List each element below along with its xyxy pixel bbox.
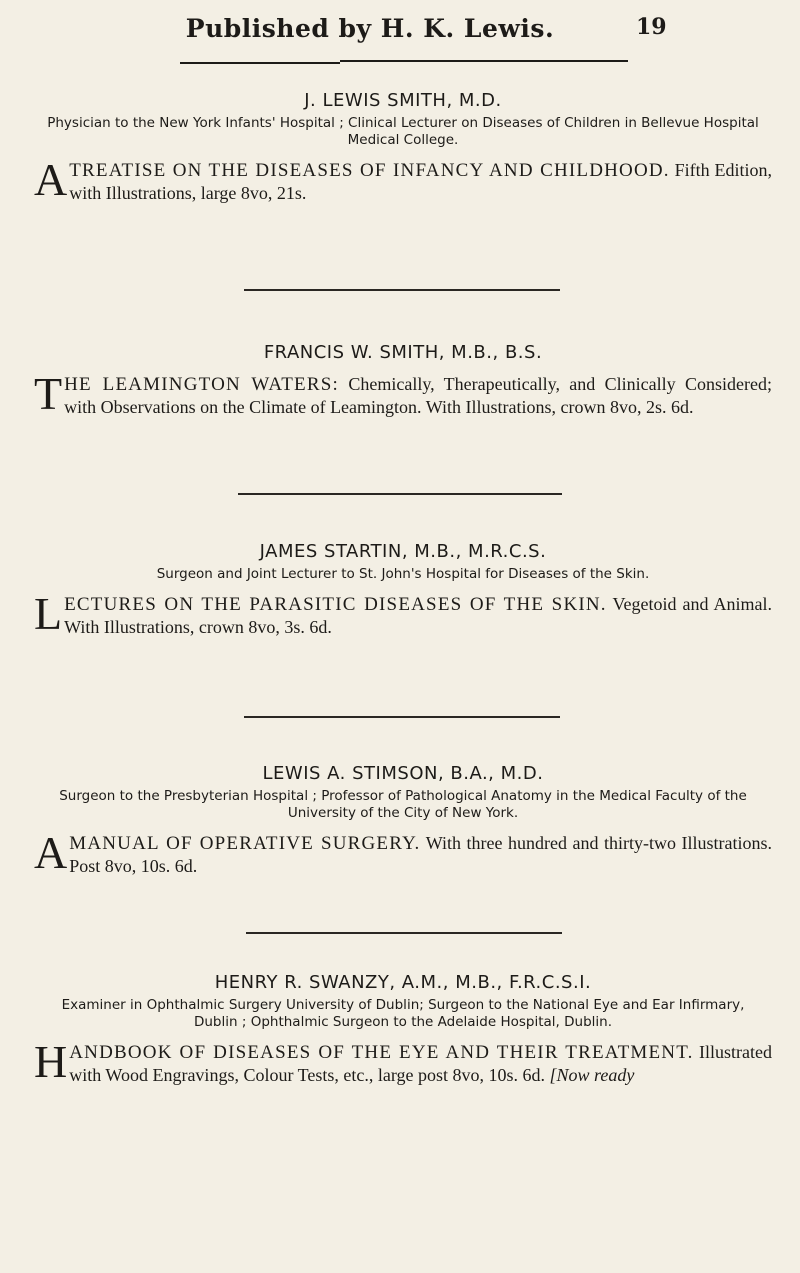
entry-separator — [244, 716, 560, 718]
header-rule-left — [180, 62, 340, 64]
availability-note: [Now ready — [549, 1065, 635, 1085]
book-details: Illustrated with Wood Engravings, Colour Tests, etc., large post 8vo, 10s. 6d. — [69, 1042, 772, 1085]
drop-initial: A — [34, 827, 68, 878]
author-name: FRANCIS W. SMITH, M.B., B.S. — [263, 342, 543, 363]
publisher-heading: Published by H. K. Lewis. — [185, 14, 555, 43]
author-affiliation: Surgeon to the Presbyterian Hospital ; Professor of Pathological Anatomy in the Medical Faculty of the University of the City of New York. — [59, 788, 747, 821]
book-title: MANUAL OF OPERATIVE SURGERY. — [69, 833, 421, 854]
book-description — [34, 154, 773, 205]
author-name: JAMES STARTIN, M.B., M.R.C.S. — [259, 541, 547, 562]
drop-initial: T — [34, 368, 63, 419]
book-description — [34, 368, 772, 419]
catalogue-entry — [34, 342, 772, 418]
book-description — [34, 1036, 772, 1087]
book-description — [34, 588, 772, 639]
entry-separator — [246, 932, 562, 934]
catalogue-entry — [34, 972, 772, 1086]
author-affiliation: Surgeon and Joint Lecturer to St. John's Hospital for Diseases of the Skin. — [156, 566, 650, 582]
drop-initial: H — [34, 1036, 68, 1087]
book-title: HE LEAMINGTON WATERS: — [64, 374, 339, 395]
author-name: HENRY R. SWANZY, A.M., M.B., F.R.C.S.I. — [214, 972, 592, 993]
book-details: With three hundred and thirty-two Illustrations. Post 8vo, 10s. 6d. — [69, 833, 772, 876]
book-title: TREATISE ON THE DISEASES OF INFANCY AND CHILDHOOD. — [69, 160, 670, 181]
drop-initial: A — [34, 154, 68, 205]
author-name: J. LEWIS SMITH, M.D. — [304, 90, 502, 111]
author-affiliation: Physician to the New York Infants' Hospital ; Clinical Lecturer on Diseases of Children in Bellevue Hospital Medical College. — [47, 115, 759, 148]
book-title: ECTURES ON THE PARASITIC DISEASES OF THE SKIN. — [64, 594, 607, 615]
page-number: 19 — [636, 14, 667, 40]
header-rule-right — [340, 60, 628, 62]
entry-separator — [244, 289, 560, 291]
entry-separator — [238, 493, 562, 495]
book-details: Fifth Edition, with Illustrations, large 8vo, 21s. — [69, 160, 773, 203]
book-description — [34, 827, 772, 878]
catalogue-entry — [34, 90, 772, 204]
author-name: LEWIS A. STIMSON, B.A., M.D. — [262, 763, 544, 784]
book-details: Vegetoid and Animal. With Illustrations, crown 8vo, 3s. 6d. — [64, 594, 772, 637]
catalogue-entry — [34, 541, 772, 638]
author-affiliation: Examiner in Ophthalmic Surgery University of Dublin; Surgeon to the National Eye and Ear Infirmary, Dublin ; Ophthalmic Surgeon to the Adelaide Hospital, Dublin. — [61, 997, 745, 1030]
book-details: Chemically, Therapeutically, and Clinically Considered; with Observations on the Climate of Leamington. With Illustrations, crown 8vo, 2s. 6d. — [64, 374, 772, 417]
book-title: ANDBOOK OF DISEASES OF THE EYE AND THEIR TREATMENT. — [69, 1042, 694, 1063]
catalogue-entry — [34, 763, 772, 877]
page-header — [0, 14, 800, 54]
drop-initial: L — [34, 588, 63, 639]
